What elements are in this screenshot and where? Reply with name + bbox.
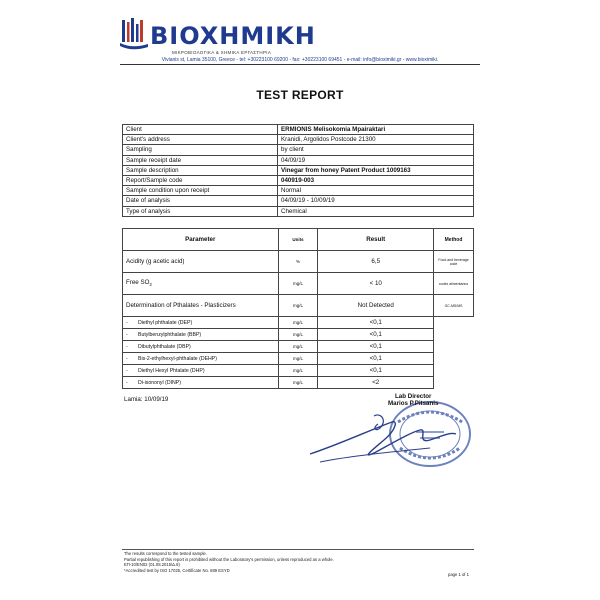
so2-units: mg/L bbox=[278, 273, 318, 295]
info-value: 04/09/19 bbox=[278, 155, 474, 165]
acidity-parameter: Acidity (g acetic acid) bbox=[123, 251, 279, 273]
phthalate-units: mg/L bbox=[278, 341, 318, 353]
info-row bbox=[123, 165, 474, 175]
phthalate-units: mg/L bbox=[278, 365, 318, 377]
so2-method: codex alimentarius bbox=[434, 273, 474, 295]
info-value: ERMIONIS Melisokomia Mpairaktari bbox=[278, 125, 474, 135]
info-label: Date of analysis bbox=[123, 196, 278, 206]
info-label: Type of analysis bbox=[123, 206, 278, 216]
info-row bbox=[123, 206, 474, 216]
so2-label: Free SO bbox=[126, 279, 150, 287]
lab-director bbox=[388, 393, 438, 407]
footer-divider bbox=[122, 549, 474, 550]
phthalate-result: <2 bbox=[318, 377, 434, 389]
phthalate-result: <0,1 bbox=[318, 353, 434, 365]
place-date: Lamia: 10/09/19 bbox=[124, 396, 169, 403]
info-row bbox=[123, 145, 474, 155]
header-divider bbox=[120, 64, 480, 65]
header-units: Units bbox=[278, 229, 318, 251]
acidity-units: % bbox=[278, 251, 318, 273]
phthalate-parameter bbox=[123, 365, 279, 377]
dash-marker: - bbox=[126, 331, 128, 338]
info-label: Sampling bbox=[123, 145, 278, 155]
phthalate-name: Diethyl Hexyl Phtalate (DHP) bbox=[138, 367, 205, 374]
phthalate-row bbox=[123, 329, 474, 341]
phthalate-result: <0,1 bbox=[318, 341, 434, 353]
phthalate-units: mg/L bbox=[278, 329, 318, 341]
acidity-method: Food and beverage code bbox=[434, 251, 474, 273]
phthalate-result: <0,1 bbox=[318, 329, 434, 341]
report-title: TEST REPORT bbox=[256, 88, 344, 102]
phthalate-parameter bbox=[123, 353, 279, 365]
phthalates-result: Not Detected bbox=[318, 295, 434, 317]
info-value: Normal bbox=[278, 186, 474, 196]
director-title: Lab Director bbox=[395, 393, 432, 400]
phthalates-parameter: Determination of Pthalates - Plasticizers bbox=[123, 295, 279, 317]
lab-address: Vivianis st, Lamia 35100, Greece - tel: +30223100 69200 - fax: +30223100 69451 - e-mail: info@bioximiki.gr - www.bioximiki. bbox=[161, 57, 439, 63]
so2-result: < 10 bbox=[318, 273, 434, 295]
info-label: Client bbox=[123, 125, 278, 135]
phthalate-parameter bbox=[123, 341, 279, 353]
dash-marker: - bbox=[126, 367, 128, 374]
director-name: Marios P.Pitsanis bbox=[388, 400, 439, 407]
info-row bbox=[123, 125, 474, 135]
footer-line: ΕΠ-10/ΕΝ02 (01.08.2015/Δ.8) bbox=[124, 562, 180, 568]
phthalate-row bbox=[123, 317, 474, 329]
info-value: Vinegar from honey Patent Product 1009163 bbox=[278, 165, 474, 175]
phthalate-units: mg/L bbox=[278, 317, 318, 329]
lab-logo bbox=[120, 14, 316, 55]
results-table bbox=[122, 228, 474, 389]
row-acidity bbox=[123, 251, 474, 273]
phthalate-result: <0,1 bbox=[318, 365, 434, 377]
phthalate-parameter bbox=[123, 329, 279, 341]
page-number: page 1 of 1 bbox=[448, 572, 469, 577]
sample-info-table bbox=[122, 124, 474, 217]
phthalate-parameter bbox=[123, 377, 279, 389]
phthalate-name: Diethyl phthalate (DEP) bbox=[138, 319, 193, 326]
phthalates-units: mg/L bbox=[278, 295, 318, 317]
info-row bbox=[123, 186, 474, 196]
info-value: by client bbox=[278, 145, 474, 155]
lab-stamp-and-signature bbox=[280, 382, 480, 492]
phthalate-result: <0,1 bbox=[318, 317, 434, 329]
phthalate-row bbox=[123, 341, 474, 353]
phthalate-row bbox=[123, 353, 474, 365]
row-phthalates bbox=[123, 295, 474, 317]
info-value: Chemical bbox=[278, 206, 474, 216]
seal-stamp-icon bbox=[390, 402, 470, 466]
footer-line: Partial republishing of this report is prohibited without the Laboratory's permission, unless reproduced as a whole. bbox=[124, 556, 334, 562]
info-value: 040919-003 bbox=[278, 175, 474, 185]
gc-method-cell: GC-MS/MS bbox=[434, 295, 474, 317]
info-value: Kranidi, Argolidos Postcode 21300 bbox=[278, 135, 474, 145]
info-row bbox=[123, 175, 474, 185]
phthalate-row bbox=[123, 365, 474, 377]
row-free-so2 bbox=[123, 273, 474, 295]
info-label: Sample condition upon receipt bbox=[123, 186, 278, 196]
so2-subscript: 2 bbox=[149, 282, 152, 288]
footer-line: The results correspond to the tested sample. bbox=[124, 551, 207, 556]
phthalate-name: Di-isononyl (DINP) bbox=[138, 379, 181, 386]
dash-marker: - bbox=[126, 343, 128, 350]
logo-wordmark: BIOXHMIKH bbox=[150, 22, 316, 50]
info-label: Client's address bbox=[123, 135, 278, 145]
phthalate-name: Bis-2-ethylhexyl-phthalate (DEHP) bbox=[138, 355, 217, 362]
phthalate-units: mg/L bbox=[278, 353, 318, 365]
so2-parameter bbox=[123, 273, 279, 295]
info-row bbox=[123, 135, 474, 145]
results-header-row bbox=[123, 229, 474, 251]
header-result: Result bbox=[318, 229, 434, 251]
phthalate-parameter bbox=[123, 317, 279, 329]
info-row bbox=[123, 196, 474, 206]
info-label: Sample receipt date bbox=[123, 155, 278, 165]
info-label: Sample description bbox=[123, 165, 278, 175]
handwritten-signature-icon bbox=[310, 415, 456, 462]
header-method: Method bbox=[434, 229, 474, 251]
dash-marker: - bbox=[126, 319, 128, 326]
logo-subtitle: ΜΙΚΡΟΒΙΟΛΟΓΙΚΑ & ΧΗΜΙΚΑ ΕΡΓΑΣΤΗΡΙΑ bbox=[172, 50, 272, 55]
info-label: Report/Sample code bbox=[123, 175, 278, 185]
dash-marker: - bbox=[126, 355, 128, 362]
phthalate-name: Butylbenzylphthalate (BBP) bbox=[138, 331, 202, 338]
phthalate-units: mg/L bbox=[278, 377, 318, 389]
acidity-result: 6,5 bbox=[318, 251, 434, 273]
footer-notes bbox=[124, 551, 334, 573]
phthalate-name: Dibutylphthalate (DBP) bbox=[138, 343, 191, 350]
dash-marker: - bbox=[126, 379, 128, 386]
footer-line: *Accredited test by ISO 17025, Certificate No. 689 ESYD bbox=[124, 567, 230, 573]
header-parameter: Parameter bbox=[123, 229, 279, 251]
info-row bbox=[123, 155, 474, 165]
info-value: 04/09/19 - 10/09/19 bbox=[278, 196, 474, 206]
